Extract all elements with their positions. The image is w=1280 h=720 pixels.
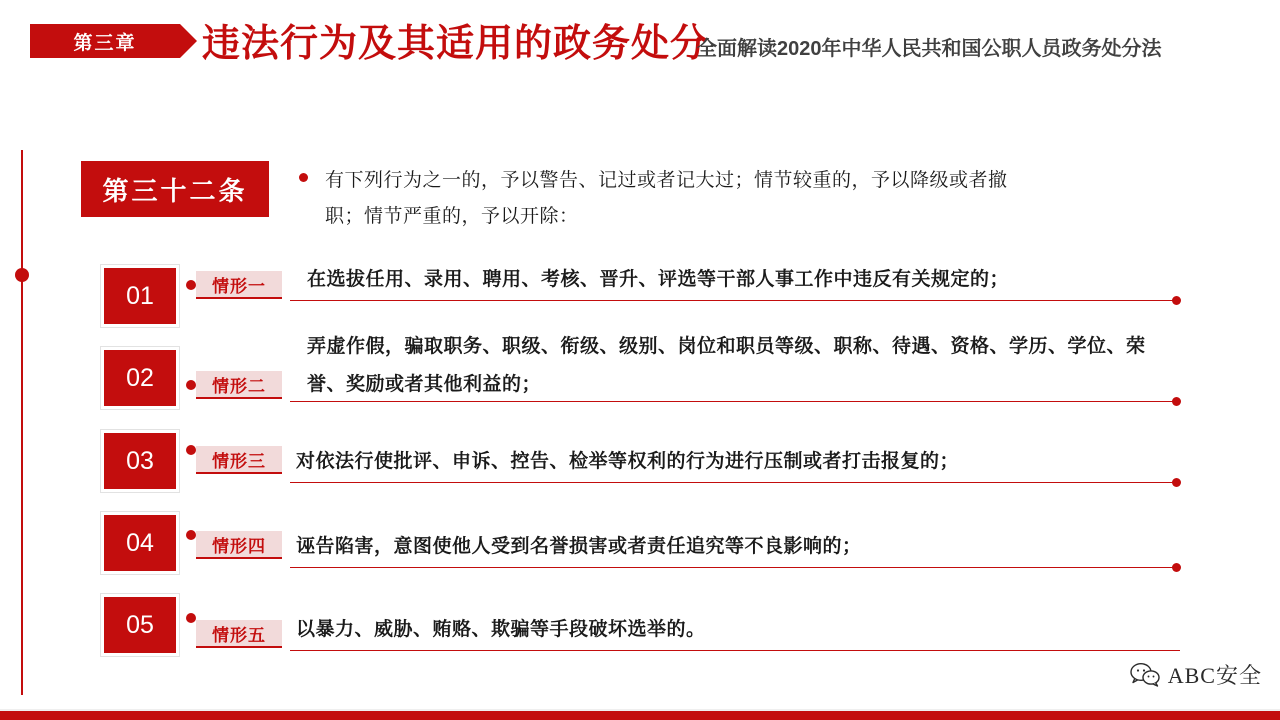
chapter-tag-arrow-icon — [180, 24, 197, 58]
item-tag: 情形二 — [196, 371, 282, 399]
item-dot-icon — [186, 380, 196, 390]
item-tag: 情形五 — [196, 620, 282, 648]
item-text: 在选拔任用、录用、聘用、考核、晋升、评选等干部人事工作中违反有关规定的； — [307, 269, 1010, 290]
item-tag: 情形四 — [196, 531, 282, 559]
item-underline — [290, 650, 1180, 651]
item-underline — [290, 401, 1180, 402]
item-number: 04 — [101, 512, 179, 574]
article-badge: 第三十二条 — [81, 161, 269, 217]
intro-bullet-icon — [299, 173, 308, 182]
item-text: 弄虚作假，骗取职务、职级、衔级、级别、岗位和职员等级、职称、待遇、资格、学历、学位、荣誉、奖励或者其他利益的； — [307, 336, 1146, 395]
item-underline — [290, 567, 1180, 568]
item-text: 对依法行使批评、申诉、控告、检举等权利的行为进行压制或者打击报复的； — [296, 451, 960, 472]
item-underline-dot-icon — [1172, 563, 1181, 572]
watermark-text: ABC安全 — [1167, 663, 1262, 688]
item-underline-dot-icon — [1172, 296, 1181, 305]
item-dot-icon — [186, 613, 196, 623]
left-rail-divider — [21, 150, 23, 695]
page-title: 违法行为及其适用的政务处分 — [202, 23, 710, 65]
item-number: 05 — [101, 594, 179, 656]
item-number: 03 — [101, 430, 179, 492]
item-dot-icon — [186, 445, 196, 455]
item-number: 01 — [101, 265, 179, 327]
item-tag: 情形一 — [196, 271, 282, 299]
item-number: 02 — [101, 347, 179, 409]
slide-header — [0, 0, 1280, 78]
item-text: 诬告陷害，意图使他人受到名誉损害或者责任追究等不良影响的； — [296, 536, 862, 557]
chapter-tag: 第三章 — [30, 24, 180, 58]
watermark — [1130, 659, 1262, 690]
bottom-accent-bar — [0, 711, 1280, 720]
item-dot-icon — [186, 280, 196, 290]
article-intro-text: 有下列行为之一的，予以警告、记过或者记大过；情节较重的，予以降级或者撤职；情节严重的，予以开除： — [325, 170, 1008, 227]
item-underline-dot-icon — [1172, 478, 1181, 487]
item-underline — [290, 482, 1180, 483]
page-subtitle: 全面解读2020年中华人民共和国公职人员政务处分法 — [697, 38, 1162, 60]
item-tag: 情形三 — [196, 446, 282, 474]
item-underline — [290, 300, 1180, 301]
item-dot-icon — [186, 530, 196, 540]
item-underline-dot-icon — [1172, 397, 1181, 406]
wechat-icon — [1130, 662, 1160, 688]
left-rail-dot-icon — [15, 268, 29, 282]
item-text: 以暴力、威胁、贿赂、欺骗等手段破坏选举的。 — [296, 619, 706, 640]
